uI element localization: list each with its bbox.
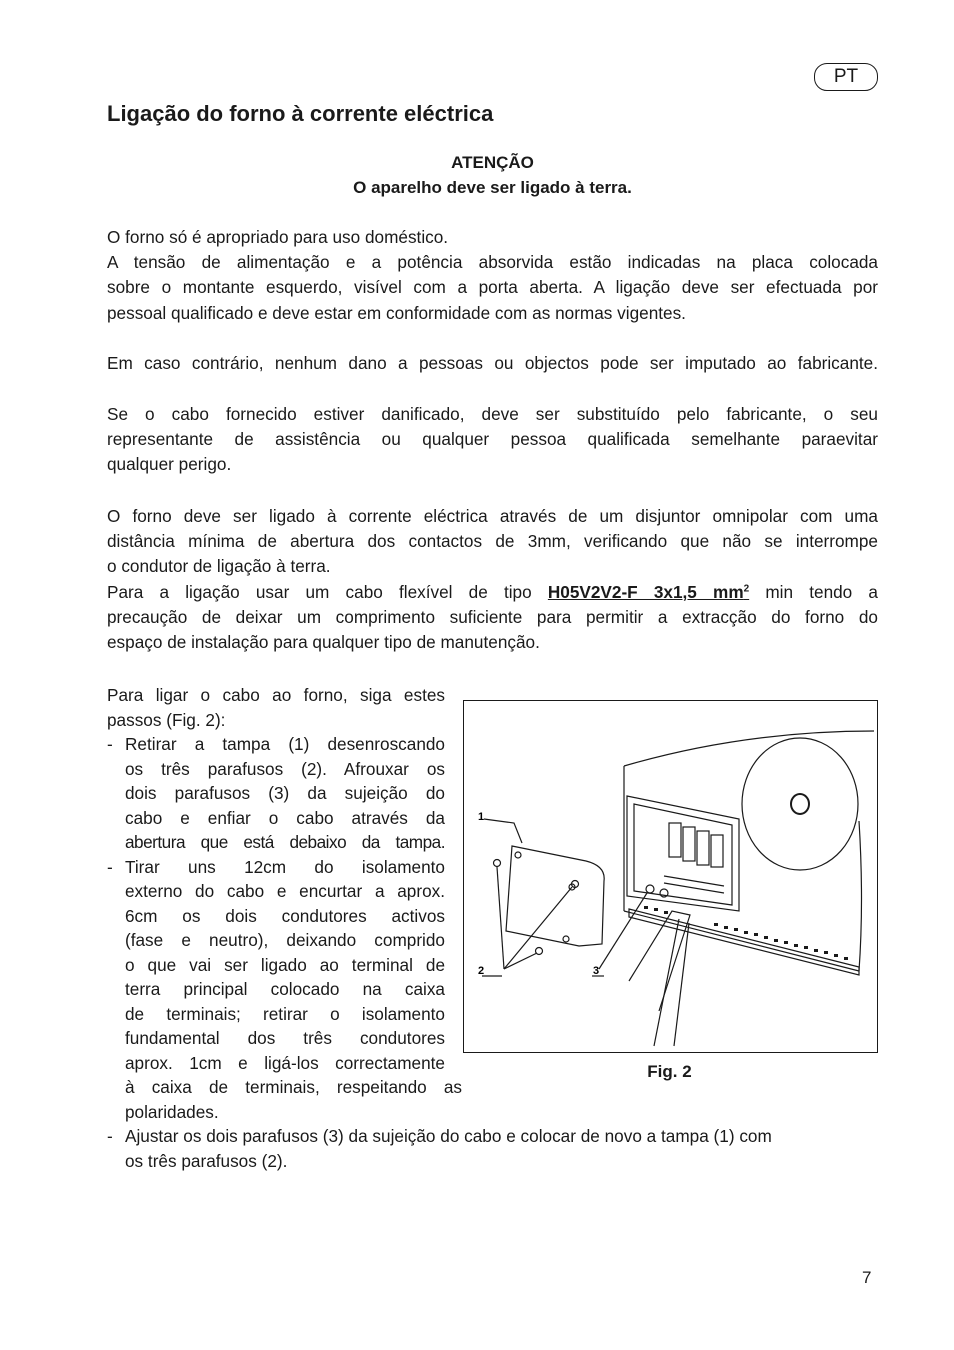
paragraph-line: pessoal qualificado e deve estar em conformidade com as normas vigentes. bbox=[107, 302, 686, 323]
paragraph-line: representante de assistência ou qualquer pessoa qualificada semelhante paraevitar bbox=[107, 429, 878, 450]
paragraph-circuit-breaker bbox=[107, 504, 878, 655]
paragraph-line: O forno só é apropriado para uso doméstico. bbox=[107, 227, 449, 247]
paragraph-line: Se o cabo fornecido estiver danificado, deve ser substituído pelo fabricante, o seu bbox=[107, 404, 878, 424]
callout-2: 2 bbox=[478, 965, 485, 977]
step-line: 6cm os dois condutores activos bbox=[125, 905, 445, 926]
instruction-step-3 bbox=[107, 1124, 878, 1173]
cable-spec-superscript: 2 bbox=[743, 582, 750, 594]
list-dash: - bbox=[107, 856, 113, 877]
warning-text: O aparelho deve ser ligado à terra. bbox=[353, 178, 632, 197]
step-line: abertura que está debaixo da tampa. bbox=[125, 832, 445, 852]
paragraph-line: precaução de deixar um comprimento suficiente para permitir a extracção do forno do bbox=[107, 606, 878, 627]
step-line: (fase e neutro), deixando comprido bbox=[125, 930, 445, 950]
section-title: Ligação do forno à corrente eléctrica bbox=[107, 101, 494, 126]
paragraph-usage bbox=[107, 225, 878, 326]
paragraph-line: sobre o montante esquerdo, visível com a porta aberta. A ligação deve ser efectuada por bbox=[107, 277, 878, 298]
paragraph-line: A tensão de alimentação e a potência absorvida estão indicadas na placa colocada bbox=[107, 252, 878, 273]
instructions-column bbox=[107, 683, 445, 1075]
page-number: 7 bbox=[862, 1268, 872, 1287]
paragraph-line-cable-spec bbox=[107, 580, 878, 605]
step-line: Ajustar os dois parafusos (3) da sujeição do cabo e colocar de novo a tampa (1) com bbox=[125, 1126, 772, 1146]
instruction-step-2 bbox=[107, 855, 445, 1076]
step-line: Tirar uns 12cm do isolamento bbox=[125, 856, 445, 877]
paragraph-damaged-cable bbox=[107, 402, 878, 478]
cable-text-after: min tendo a bbox=[765, 581, 878, 602]
step-line: terra principal colocado na caixa bbox=[125, 979, 445, 999]
step-line: à caixa de terminais, respeitando as bbox=[125, 1077, 462, 1097]
instructions-intro-line: passos (Fig. 2): bbox=[107, 709, 226, 730]
paragraph-liability bbox=[107, 351, 878, 376]
oven-terminal-illustration bbox=[464, 701, 877, 1052]
figure-caption: Fig. 2 bbox=[647, 1062, 692, 1081]
cable-spec: H05V2V2-F 3x1,5 $mm^2$ bbox=[547, 581, 750, 602]
paragraph-line: o condutor de ligação à terra. bbox=[107, 556, 331, 577]
step-line: os três parafusos (2). Afrouxar os bbox=[125, 758, 445, 779]
step-line: dois parafusos (3) da sujeição do bbox=[125, 783, 445, 803]
callout-3: 3 bbox=[593, 965, 600, 977]
paragraph-line: qualquer perigo. bbox=[107, 454, 232, 475]
step-line: externo do cabo e encurtar a aprox. bbox=[125, 881, 445, 901]
step-line: polaridades. bbox=[125, 1101, 219, 1122]
step-line: fundamental dos três condutores bbox=[125, 1028, 445, 1048]
warning-heading: ATENÇÃO bbox=[451, 153, 534, 172]
step-line: o que vai ser ligado ao terminal de bbox=[125, 954, 445, 975]
instructions-intro-line: Para ligar o cabo ao forno, siga estes bbox=[107, 685, 445, 705]
paragraph-line: O forno deve ser ligado à corrente eléctrica através de um disjuntor omnipolar com uma bbox=[107, 506, 878, 526]
paragraph-line: Em caso contrário, nenhum dano a pessoas ou objectos pode ser imputado ao fabricante. bbox=[107, 353, 878, 373]
language-badge: PT bbox=[814, 63, 878, 91]
step-line: os três parafusos (2). bbox=[125, 1150, 288, 1171]
step-line: cabo e enfiar o cabo através da bbox=[125, 807, 445, 828]
instructions-continued bbox=[107, 1075, 878, 1173]
instruction-step-1 bbox=[107, 732, 445, 855]
figure-oven-wiring bbox=[463, 700, 878, 1053]
step-line: de terminais; retirar o isolamento bbox=[125, 1003, 445, 1024]
cable-text-before: Para a ligação usar um cabo flexível de tipo bbox=[107, 581, 532, 602]
list-dash: - bbox=[107, 734, 113, 754]
paragraph-line: espaço de instalação para qualquer tipo de manutenção. bbox=[107, 632, 540, 653]
callout-1: 1 bbox=[478, 811, 485, 823]
paragraph-line: distância mínima de abertura dos contactos de 3mm, verificando que não se interrompe bbox=[107, 531, 878, 552]
step-line: aprox. 1cm e ligá-los correctamente bbox=[125, 1052, 445, 1073]
list-dash: - bbox=[107, 1126, 113, 1146]
step-line: Retirar a tampa (1) desenroscando bbox=[125, 734, 445, 754]
